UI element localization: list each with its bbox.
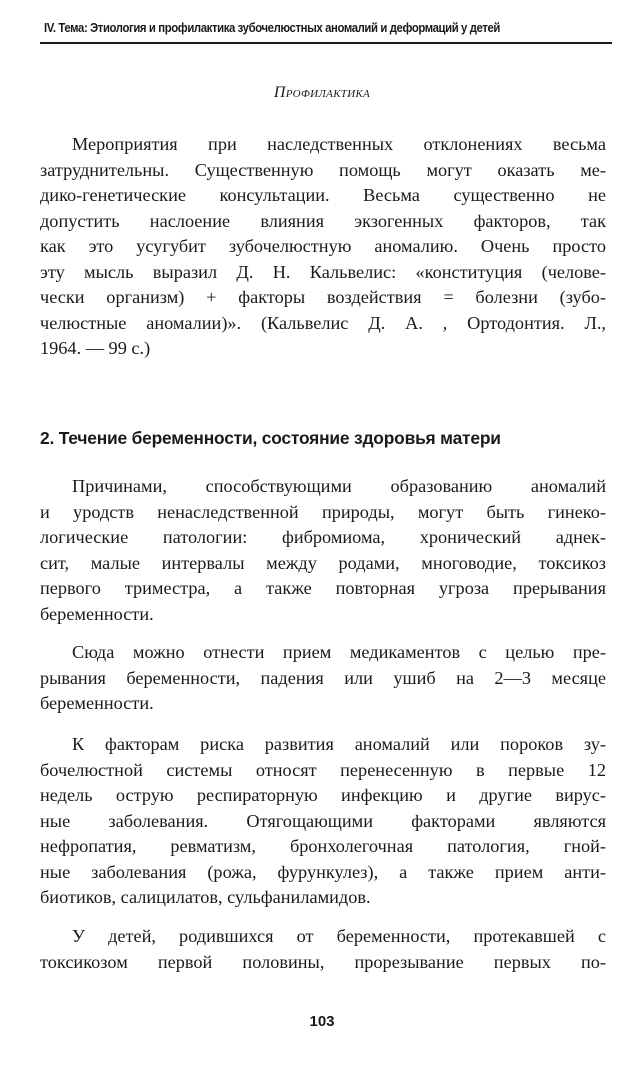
paragraph-line: бочелюстной системы относят перенесенную в первые 12	[40, 759, 606, 780]
paragraph-line: рывания беременности, падения или ушиб на 2—3 месяце	[40, 667, 606, 688]
paragraph-line: недель острую респираторную инфекцию и другие вирус-	[40, 785, 606, 805]
paragraph-line: чески организм) + факторы воздействия = болезни (зубо-	[40, 287, 606, 307]
paragraph-line: логические патологии: фибромиома, хронический аднек-	[40, 527, 606, 547]
paragraph-line: Мероприятия при наследственных отклонениях весьма	[72, 134, 606, 154]
paragraph-line: Причинами, способствующими образованию аномалий	[72, 476, 606, 496]
header-rule	[40, 42, 612, 44]
page-number: 103	[309, 1013, 335, 1030]
paragraph-line: допустить наслоение влияния экзогенных факторов, так	[40, 210, 606, 231]
paragraph-line: ные заболевания (рожа, фурункулез), а также прием анти-	[40, 861, 606, 882]
paragraph-line: первого триместра, а также повторная угроза прерывания	[40, 578, 606, 598]
paragraph-line: беременности.	[40, 603, 154, 624]
paragraph-line: сит, малые интервалы между родами, многоводие, токсикоз	[40, 552, 606, 573]
paragraph-line: затруднительны. Существенную помощь могут оказать ме-	[40, 159, 606, 180]
paragraph-line: токсикозом первой половины, прорезывание первых по-	[40, 951, 606, 972]
subheading: Профилактика	[273, 84, 371, 101]
paragraph-line: эту мысль выразил Д. Н. Кальвелис: «конституция (челове-	[40, 261, 606, 282]
paragraph-line: Сюда можно отнести прием медикаментов с целью пре-	[72, 642, 606, 662]
paragraph-line: беременности.	[40, 693, 154, 713]
paragraph-line: биотиков, салицилатов, сульфаниламидов.	[40, 887, 371, 907]
paragraph-line: и уродств ненаследственной природы, могут быть гинеко-	[40, 501, 606, 522]
paragraph-line: 1964. — 99 с.)	[40, 338, 151, 358]
paragraph-medication	[40, 640, 606, 717]
running-header: IV. Тема: Этиология и профилактика зубочелюстных аномалий и деформаций у детей	[44, 20, 501, 35]
paragraph-line: челюстные аномалии)». (Кальвелис Д. А. , Ортодонтия. Л.,	[40, 312, 606, 333]
paragraph-toxicosis	[40, 924, 606, 975]
paragraph-line: дико-генетические консультации. Весьма существенно не	[40, 185, 606, 205]
paragraph-line: как это усугубит зубочелюстную аномалию. Очень просто	[40, 236, 606, 256]
section-title: 2. Течение беременности, состояние здоровья матери	[40, 428, 501, 448]
paragraph-risk-factors	[40, 732, 606, 911]
paragraph-causes	[40, 474, 606, 627]
paragraph-heredity	[40, 132, 606, 362]
paragraph-line: нефропатия, ревматизм, бронхолегочная патология, гной-	[40, 836, 606, 856]
paragraph-line: К факторам риска развития аномалий или пороков зу-	[72, 734, 606, 754]
paragraph-line: ные заболевания. Отягощающими факторами являются	[40, 810, 606, 831]
paragraph-line: У детей, родившихся от беременности, протекавшей с	[72, 926, 606, 946]
